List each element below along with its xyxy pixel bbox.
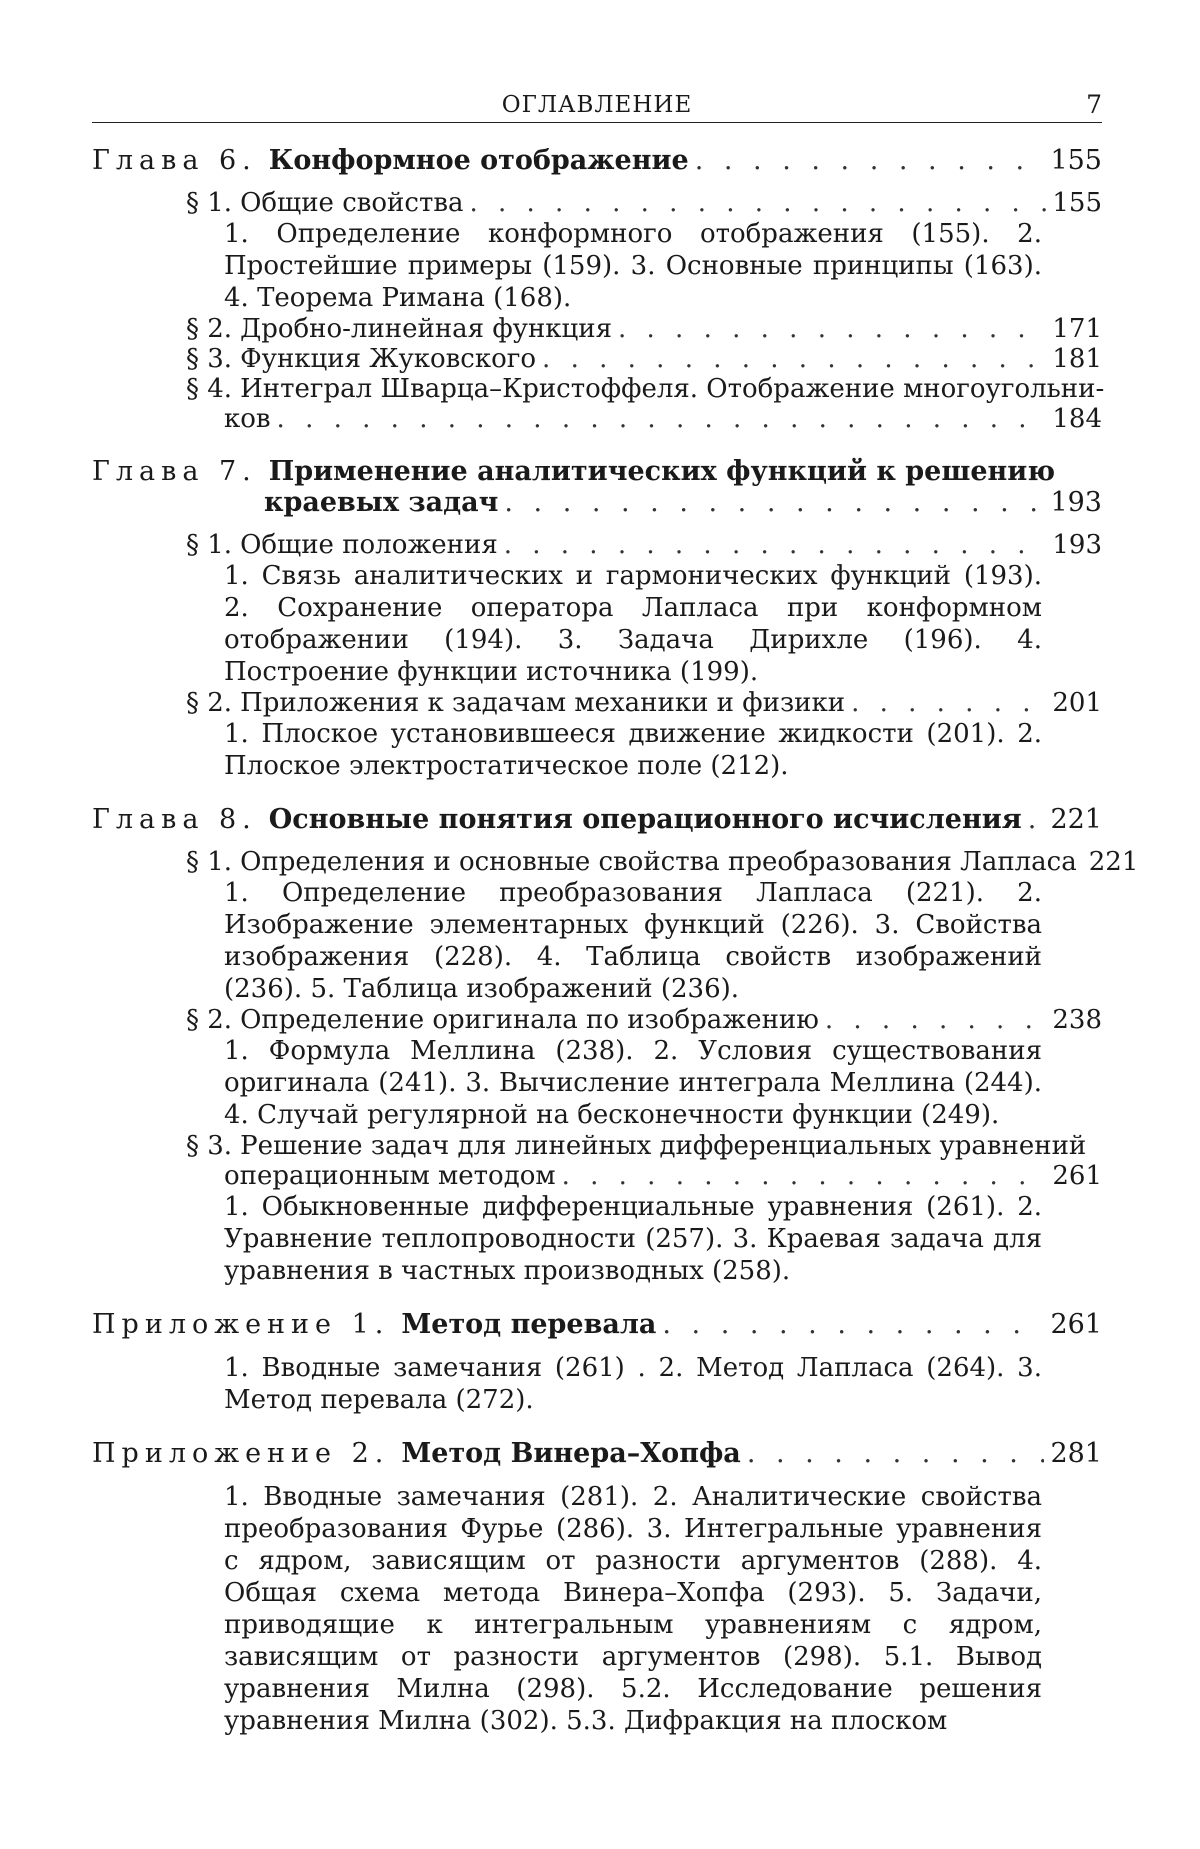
toc-section-6-1[interactable] bbox=[92, 188, 1102, 218]
subsection-list: 1. Обыкновенные дифференциальные уравнения (261). 2. Уравнение теплопроводности (257). 3. Краевая задача для уравнения в частных производных (258). bbox=[224, 1192, 1042, 1286]
section-number: § 2. bbox=[186, 688, 233, 718]
section-title-line1: Интеграл Шварца–Кристоффеля. Отображение многоугольни- bbox=[240, 374, 1105, 404]
section-title: Дробно-линейная функция bbox=[240, 314, 612, 344]
subsection-list: 1. Плоское установившееся движение жидкости (201). 2. Плоское электростатическое поле (212). bbox=[224, 719, 1042, 781]
section-title-line2: операционным методом bbox=[224, 1161, 556, 1191]
chapter-label: Глава 6. bbox=[92, 145, 257, 176]
chapter-label: Глава 7. bbox=[92, 456, 257, 487]
section-page: 221 bbox=[1088, 847, 1139, 877]
section-page: 181 bbox=[1052, 344, 1102, 374]
toc-chapter-8[interactable] bbox=[92, 804, 1102, 835]
toc-section-6-4[interactable] bbox=[92, 374, 1105, 434]
subsection-list: 1. Определение преобразования Лапласа (221). 2. Изображение элементарных функций (226). 3. Свойства изображения (228). 4. Таблица свойств изображений (236). 5. Таблица изображений (236). bbox=[224, 878, 1042, 1004]
chapter-title: Конформное отображение bbox=[268, 145, 689, 176]
header-page-number: 7 bbox=[1086, 90, 1102, 119]
chapter-title: Основные понятия операционного исчисления bbox=[268, 804, 1022, 835]
section-page: 171 bbox=[1052, 314, 1102, 344]
subsection-list: 1. Формула Меллина (238). 2. Условия существования оригинала (241). 3. Вычисление интеграла Меллина (244). 4. Случай регулярной на бесконечности функции (249). bbox=[224, 1036, 1042, 1130]
leader-dots bbox=[618, 314, 1046, 344]
section-title: Общие положения bbox=[240, 530, 498, 560]
section-number: § 2. bbox=[186, 1005, 233, 1035]
section-title: Определения и основные свойства преобразования Лапласа bbox=[240, 847, 1077, 877]
appendix-page: 281 bbox=[1050, 1438, 1102, 1469]
chapter-label: Глава 8. bbox=[92, 804, 257, 835]
subsection-list: 1. Вводные замечания (281). 2. Аналитические свойства преобразования Фурье (286). 3. Интегральные уравнения с ядром, зависящим от разности аргументов (288). 4. Общая схема метода Винера–Хопфа (293). 5. Задачи, приводящие к интегральным уравнениям с ядром, зависящим от разности аргументов (298). 5.1. Вывод уравнения Милна (298). 5.2. Исследование решения уравнения Милна (302). 5.3. Дифракция на плоском bbox=[224, 1482, 1042, 1736]
chapter-title-line2: краевых задач bbox=[264, 487, 499, 518]
header-title: ОГЛАВЛЕНИЕ bbox=[501, 92, 693, 118]
leader-dots bbox=[851, 688, 1046, 718]
leader-dots bbox=[825, 1005, 1047, 1035]
toc-section-6-2[interactable] bbox=[92, 314, 1102, 344]
section-number: § 2. bbox=[186, 314, 233, 344]
appendix-label: Приложение 1. bbox=[92, 1309, 390, 1340]
toc-page bbox=[92, 82, 1139, 1737]
toc-section-7-1[interactable] bbox=[92, 530, 1102, 560]
leader-dots bbox=[662, 1309, 1044, 1340]
toc-section-8-1[interactable] bbox=[92, 847, 1139, 877]
toc-chapter-6[interactable] bbox=[92, 145, 1102, 176]
toc-section-7-2[interactable] bbox=[92, 688, 1102, 718]
toc-section-8-2[interactable] bbox=[92, 1005, 1102, 1035]
leader-dots bbox=[695, 145, 1045, 176]
subsection-list: 1. Определение конформного отображения (155). 2. Простейшие примеры (159). 3. Основные принципы (163). 4. Теорема Римана (168). bbox=[224, 219, 1042, 313]
section-page: 155 bbox=[1052, 188, 1102, 218]
appendix-title: Метод Винера–Хопфа bbox=[401, 1438, 741, 1469]
section-title: Определение оригинала по изображению bbox=[240, 1005, 819, 1035]
section-number: § 1. bbox=[186, 530, 233, 560]
leader-dots bbox=[562, 1161, 1047, 1191]
section-page: 238 bbox=[1052, 1005, 1102, 1035]
leader-dots bbox=[1028, 804, 1045, 835]
leader-dots bbox=[504, 487, 1044, 518]
toc-appendix-2[interactable] bbox=[92, 1438, 1102, 1469]
appendix-label: Приложение 2. bbox=[92, 1438, 390, 1469]
section-number: § 1. bbox=[186, 847, 233, 877]
toc-chapter-7[interactable] bbox=[92, 456, 1102, 487]
section-page: 184 bbox=[1052, 404, 1102, 434]
leader-dots bbox=[469, 188, 1046, 218]
subsection-list: 1. Связь аналитических и гармонических функций (193). 2. Сохранение оператора Лапласа при конформном отображении (194). 3. Задача Дирихле (196). 4. Построение функции источника (199). bbox=[224, 561, 1042, 687]
section-number: § 3. bbox=[186, 1131, 233, 1161]
leader-dots bbox=[747, 1438, 1045, 1469]
section-page: 193 bbox=[1052, 530, 1102, 560]
chapter-title-line1: Применение аналитических функций к решению bbox=[268, 456, 1056, 487]
chapter-page: 221 bbox=[1050, 804, 1102, 835]
toc-section-8-3[interactable] bbox=[92, 1131, 1102, 1191]
appendix-title: Метод перевала bbox=[401, 1309, 657, 1340]
section-title: Функция Жуковского bbox=[240, 344, 537, 374]
leader-dots bbox=[277, 404, 1047, 434]
leader-dots bbox=[542, 344, 1046, 374]
chapter-page: 193 bbox=[1050, 487, 1102, 518]
section-title-line1: Решение задач для линейных дифференциальных уравнений bbox=[240, 1131, 1087, 1161]
section-title: Общие свойства bbox=[240, 188, 464, 218]
section-page: 261 bbox=[1052, 1161, 1102, 1191]
appendix-page: 261 bbox=[1050, 1309, 1102, 1340]
section-page: 201 bbox=[1052, 688, 1102, 718]
section-title-line2: ков bbox=[224, 404, 271, 434]
section-number: § 1. bbox=[186, 188, 233, 218]
section-title: Приложения к задачам механики и физики bbox=[240, 688, 846, 718]
leader-dots bbox=[504, 530, 1047, 560]
toc-appendix-1[interactable] bbox=[92, 1309, 1102, 1340]
running-header bbox=[92, 82, 1102, 123]
chapter-page: 155 bbox=[1050, 145, 1102, 176]
section-number: § 3. bbox=[186, 344, 233, 374]
toc-section-6-3[interactable] bbox=[92, 344, 1102, 374]
subsection-list: 1. Вводные замечания (261) . 2. Метод Лапласа (264). 3. Метод перевала (272). bbox=[224, 1353, 1042, 1415]
section-number: § 4. bbox=[186, 374, 233, 404]
